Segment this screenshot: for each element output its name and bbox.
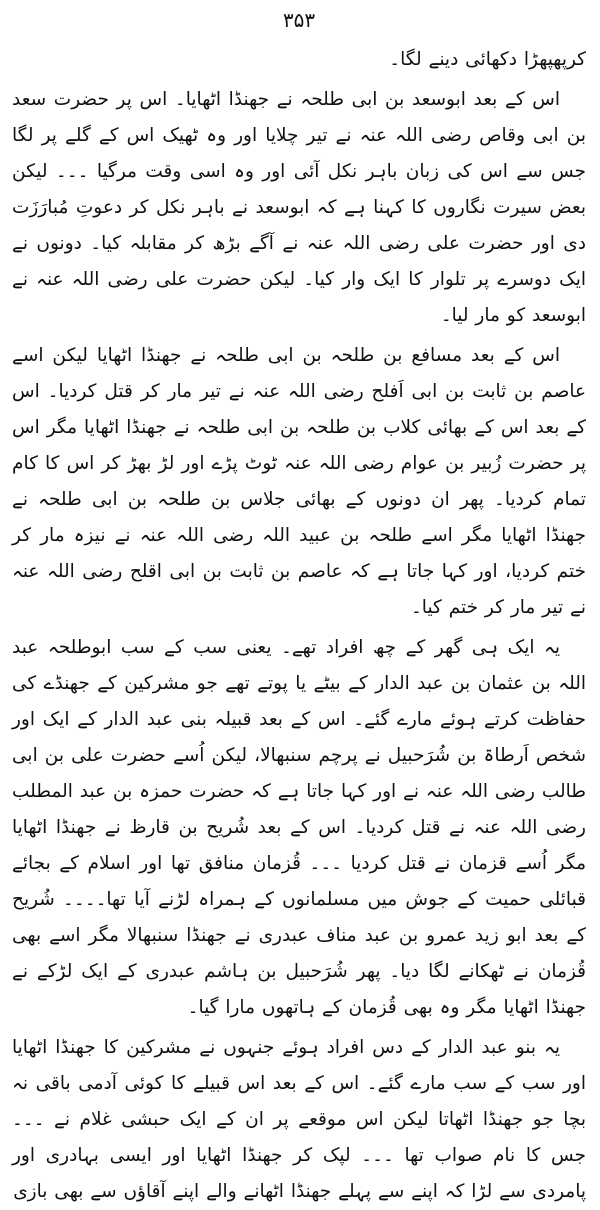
paragraph: یہ ایک ہی گھر کے چھ افراد تھے۔ یعنی سب کے سب ابوطلحہ عبد اللہ بن عثمان بن عبد الدار کے بیٹے یا پوتے تھے جو مشرکین کے جھنڈے کی حفاظت کرتے ہوئے مارے گئے۔ اس کے بعد قبیلہ بنی عبد الدار کے ایک اور شخص اَرطاۃ بن شُرَحبیل نے پرچم سنبھالا، لیکن اُسے حضرت علی بن ابی طالب رضی اللہ عنہ نے اور کہا جاتا ہے کہ حضرت حمزہ بن عبد المطلب رضی اللہ عنہ نے قتل کردیا۔ اس کے بعد شُریح بن قارظ نے جھنڈا اٹھایا مگر اُسے قزمان نے قتل کردیا ۔۔۔ قُزمان منافق تھا اور اسلام کے بجائے قبائلی حمیت کے جوش میں مسلمانوں کے ہمراہ لڑنے آیا تھا۔۔۔۔ شُریح کے بعد ابو زید عمرو بن عبد مناف عبدری نے جھنڈا سنبھالا مگر اسے بھی قُزمان نے ٹھکانے لگا دیا۔ پھر شُرَحبیل بن ہاشم عبدری کے ایک لڑکے نے جھنڈا اٹھایا مگر وہ بھی قُزمان کے ہاتھوں مارا گیا۔ [11,637,586,1018]
paragraph: کرپھپھڑا دکھائی دینے لگا۔ [389,49,586,70]
paragraph: یہ بنو عبد الدار کے دس افراد ہوئے جنہوں نے مشرکین کا جھنڈا اٹھایا اور سب کے سب مارے گئے۔ اس کے بعد اس قبیلے کا کوئی آدمی باقی نہ بچا جو جھنڈا اٹھاتا لیکن اس موقعے پر ان کے ایک حبشی غلام نے ۔۔۔ جس کا نام صواب تھا ۔۔۔ لپک کر جھنڈا اٹھایا اور ایسی بہادری اور پامردی سے لڑا کہ اپنے سے پہلے جھنڈا اٹھانے والے اپنے آقاؤں سے بھی بازی [12,1037,586,1202]
paragraph: اس کے بعد مسافع بن طلحہ بن ابی طلحہ نے جھنڈا اٹھایا لیکن اسے عاصم بن ثابت بن ابی اَفلح رضی اللہ عنہ نے تیر مار کر قتل کردیا۔ اس کے بعد اس کے بھائی کلاب بن طلحہ بن ابی طلحہ نے جھنڈا اٹھایا مگر اس پر حضرت زُبیر بن عوام رضی اللہ عنہ ٹوٹ پڑے اور لڑ بھڑ کر اس کا کام تمام کردیا۔ پھر ان دونوں کے بھائی جلاس بن طلحہ بن ابی طلحہ نے جھنڈا اٹھایا مگر اسے طلحہ بن عبید اللہ رضی اللہ عنہ نے نیزہ مار کر ختم کردیا، اور کہا جاتا ہے کہ عاصم بن ثابت بن ابی اقلح رضی اللہ عنہ نے تیر مار کر ختم کیا۔ [12,345,586,618]
page-body [12,42,586,1210]
page-number: ۳۵۳ [282,8,316,32]
paragraph: اس کے بعد ابوسعد بن ابی طلحہ نے جھنڈا اٹھایا۔ اس پر حضرت سعد بن ابی وقاص رضی اللہ عنہ نے تیر چلایا اور وہ ٹھیک اس کے گلے پر لگا جس سے اس کی زبان باہر نکل آئی اور وہ اسی وقت مرگیا ۔۔۔ لیکن بعض سیرت نگاروں کا کہنا ہے کہ ابوسعد نے باہر نکل کر دعوتِ مُبارَزَت دی اور حضرت علی رضی اللہ عنہ نے آگے بڑھ کر مقابلہ کیا۔ دونوں نے ایک دوسرے پر تلوار کا ایک وار کیا۔ لیکن حضرت علی رضی اللہ عنہ نے ابوسعد کو مار لیا۔ [12,89,586,326]
